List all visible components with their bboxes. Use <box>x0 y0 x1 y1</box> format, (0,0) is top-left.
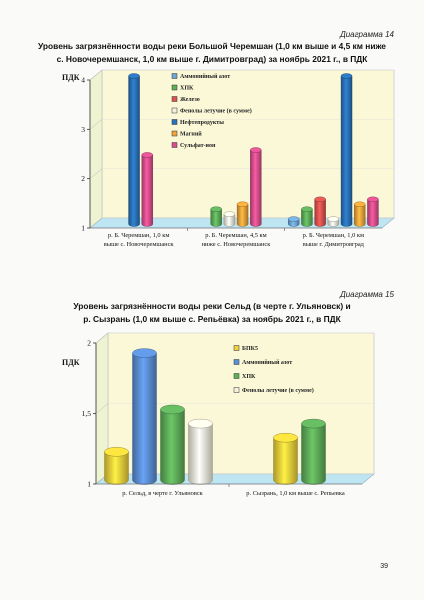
bar-top <box>302 419 326 428</box>
y-tick-label: 1,5 <box>81 409 91 418</box>
bar-top <box>161 405 185 414</box>
bar-top <box>105 447 129 456</box>
legend-swatch <box>234 374 239 379</box>
y-tick-label: 4 <box>81 75 85 85</box>
bar-body <box>302 424 326 485</box>
chart-14-title-line-1: Уровень загрязнённости воды реки Большой Черемшан (1,0 км выше и 4,5 км ниже <box>38 41 386 51</box>
chart-14-title-line-2: с. Новочеремшанск, 1,0 км выше г. Димитровград) за ноябрь 2021 г., в ПДК <box>56 54 368 64</box>
chart-15-title-line-2: р. Сызрань (1,0 км выше с. Репьёвка) за ноябрь 2021 г., в ПДК <box>83 314 341 324</box>
bar <box>161 405 185 485</box>
y-tick-label: 2 <box>81 174 85 184</box>
page-number: 39 <box>380 563 388 570</box>
bar-body <box>189 424 213 485</box>
legend-swatch <box>234 346 239 351</box>
chart-15-title-line-1: Уровень загрязнённости воды реки Сельд (в черте г. Ульяновск) и <box>73 301 351 311</box>
legend-label: Сульфат-ион <box>180 143 216 149</box>
bar-top <box>274 433 298 442</box>
y-tick-label: 3 <box>81 124 85 134</box>
bar <box>302 419 326 484</box>
bar <box>189 419 213 484</box>
legend-label: Железо <box>180 97 200 103</box>
legend-label: Нефтепродукты <box>180 120 224 126</box>
y-axis-title: ПДК <box>62 358 80 367</box>
diagram-15-label: Диаграмма 15 <box>340 290 394 299</box>
y-tick-label: 1 <box>87 479 91 489</box>
bar-body <box>274 438 298 485</box>
bar <box>274 433 298 484</box>
legend-label: Магний <box>180 131 202 138</box>
x-category-label: р. Сельд, в черте г. Ульяновск <box>122 490 203 497</box>
bar-top <box>189 419 213 428</box>
x-category-label: ниже с. Новочеремшанск <box>201 241 271 248</box>
bar-body <box>105 452 129 485</box>
legend-swatch <box>234 388 239 393</box>
y-axis-title: ПДК <box>62 73 80 82</box>
bar-body <box>133 353 157 484</box>
legend-label: Фенолы летучие (в сумме) <box>180 108 252 115</box>
bar-body <box>161 410 185 485</box>
legend-label: ХПК <box>180 85 194 92</box>
x-category-label: р. Б. Черемшан, 4,5 км <box>205 232 267 239</box>
x-category-label: р. Сызрань, 1,0 км выше с. Репьевка <box>246 490 345 497</box>
x-category-label: выше с. Новочеремшанск <box>103 241 174 248</box>
y-tick-label: 1 <box>81 223 85 233</box>
legend-swatch <box>234 360 239 365</box>
legend-label: ХПК <box>242 374 256 380</box>
y-tick-label: 2 <box>87 338 91 348</box>
legend-label: Аммонийный азот <box>180 74 231 80</box>
bar <box>133 349 157 485</box>
legend-label: Аммонийный азот <box>242 360 293 366</box>
legend-label: БПК5 <box>242 346 258 352</box>
legend-label: Фенолы летучие (в сумме) <box>242 388 314 394</box>
bar-top <box>133 349 157 358</box>
x-category-label: р. Б. Черемшан, 1,0 км <box>302 232 365 239</box>
bar <box>105 447 129 484</box>
diagram-14-label: Диаграмма 14 <box>340 30 394 39</box>
x-category-label: выше г. Димитровград <box>302 241 364 248</box>
x-category-label: р. Б. Черемшан, 1,0 км <box>107 232 170 239</box>
